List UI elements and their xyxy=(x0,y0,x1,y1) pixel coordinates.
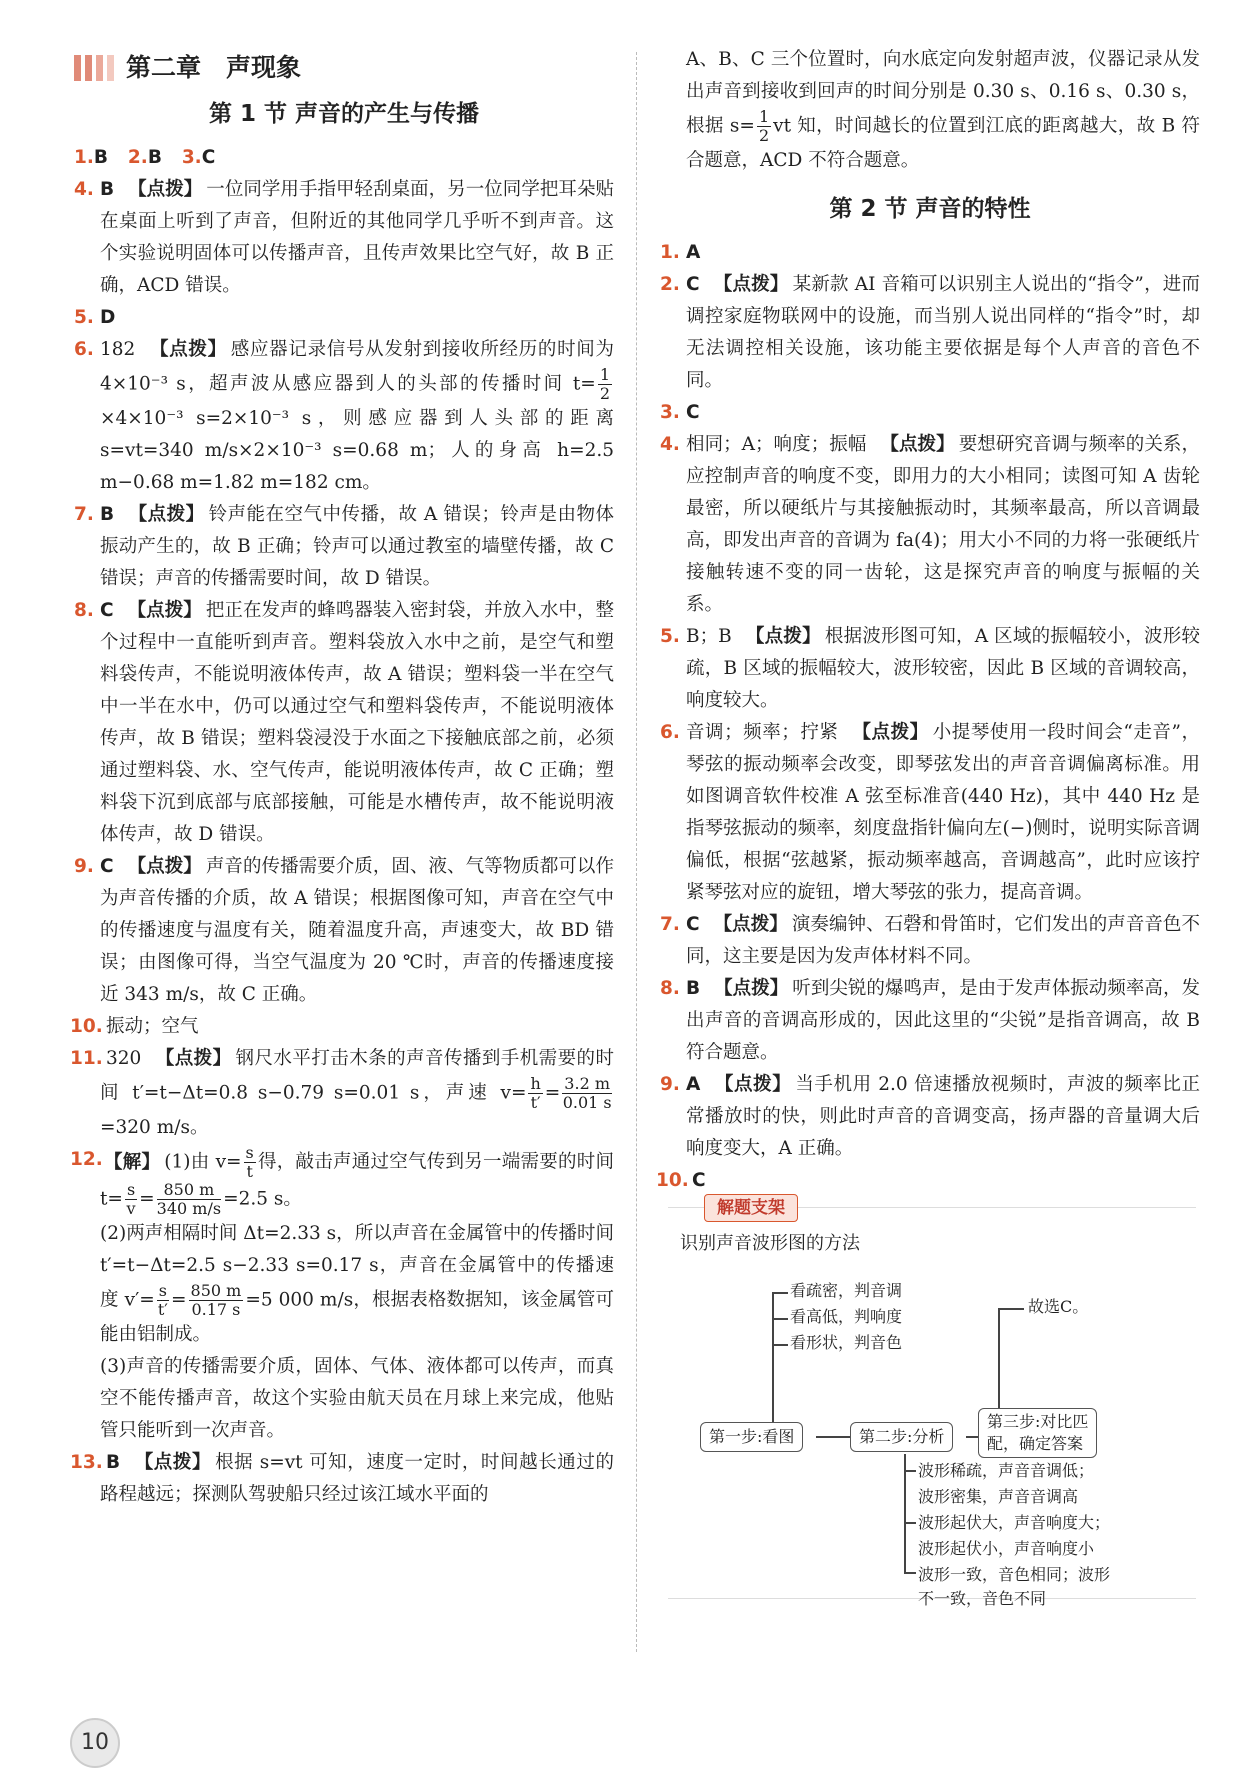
left-column xyxy=(70,48,614,1511)
analysis-line: 波形稀疏，声音音调低； xyxy=(918,1461,1095,1480)
fraction: $\frac{850 m}{340 m/s}$ xyxy=(156,1180,222,1218)
answer-continuation: (2)两声相隔时间 Δt=2.33 s，所以声音在金属管中的传播时间 t′=t−Δt=2.5 s−2.33 s=0.17 s，声音在金属管中的传播速度 v′= $\frac{s}{t'}$ = $\frac{850 m}{0.17 s}$ =5 000 m/s，根据表格数据知，该金属管可能由铝制成。 xyxy=(100,1223,614,1345)
step-three-box: 第三步:对比匹 配，确定答案 xyxy=(978,1408,1097,1458)
answer-item: 6. 182 【点拨】 感应器记录信号从发射到接收所经历的时间为 4×10⁻³ s，超声波从感应器到人的头部的传播时间 t= $\frac{1}{2}$ ×4×10⁻³ s=2×10⁻³ s，则感应器到人头部的距离 s=vt=340 m/s×2×10⁻³ s=0.68 m；人的身高 h=2.5 m−0.68 m=1.82 m=182 cm。 xyxy=(74,339,614,493)
chapter-bars-icon xyxy=(74,55,114,81)
framework-tag: 解题支架 xyxy=(704,1194,798,1222)
answer-item: 1. A xyxy=(660,242,701,263)
connector-line xyxy=(904,1454,906,1574)
analysis-line: 波形密集，声音音调高 xyxy=(918,1487,1079,1506)
answer-item: 5. D xyxy=(74,307,116,328)
look-density: 看疏密，判音调 xyxy=(790,1281,903,1300)
connector-line xyxy=(772,1344,788,1346)
fraction: $\frac{1}{2}$ xyxy=(758,107,770,145)
connector-line xyxy=(998,1308,1000,1408)
connector-line xyxy=(904,1522,916,1524)
connector-line xyxy=(772,1292,788,1294)
answer-item: 10. 振动；空气 xyxy=(70,1016,199,1037)
right-column xyxy=(656,48,1200,1608)
connector-line xyxy=(816,1436,850,1438)
framework-subtitle: 识别声音波形图的方法 xyxy=(680,1233,860,1254)
analysis-line: 波形一致，音色相同；波形 xyxy=(918,1565,1111,1584)
section-title-2: 第 2 节 声音的特性 xyxy=(829,196,1031,222)
answer-item: 7. B 【点拨】 铃声能在空气中传播，故 A 错误；铃声是由物体振动产生的，故 B 正确；铃声可以通过教室的墙壁传播，故 C 错误；声音的传播需要时间，故 D 错误。 xyxy=(74,504,614,589)
connector-line xyxy=(966,1436,978,1438)
fraction: $\frac{s}{v}$ xyxy=(126,1180,136,1218)
answer-item: 6. 音调；频率；拧紧 【点拨】 小提琴使用一段时间会“走音”，琴弦的振动频率会改变，即琴弦发出的声音音调偏离标准。用如图调音软件校准 A 弦至标准音(440 Hz)，其中 440 Hz 是指琴弦振动的频率，刻度盘指针偏向左(−)侧时，说明实际音调偏低，根据“弦越紧，振动频率越高，音调越高”，此时应该拧紧琴弦对应的旋钮，增大琴弦的张力，提高音调。 xyxy=(660,722,1200,903)
look-height: 看高低，判响度 xyxy=(790,1307,903,1326)
answer-item: 3. C xyxy=(660,402,700,423)
answer-item: 9. C 【点拨】 声音的传播需要介质，固、液、气等物质都可以作为声音传播的介质，故 A 错误；根据图像可知，声音在空气中的传播速度与温度有关，随着温度升高，声速变大，故 BD 错误；由图像可得，当空气温度为 20 ℃时，声音的传播速度接近 343 m/s，故 C 正确。 xyxy=(74,856,614,1005)
section-title-1: 第 1 节 声音的产生与传播 xyxy=(208,101,480,127)
connector-line xyxy=(772,1318,788,1320)
chapter-header xyxy=(74,48,614,88)
answer-item: 4. B 【点拨】 一位同学用手指甲轻刮桌面，另一位同学把耳朵贴在桌面上听到了声音，但附近的其他同学几乎听不到声音。这个实验说明固体可以传播声音，且传声效果比空气好，故 B 正确，ACD 错误。 xyxy=(74,179,614,296)
fraction: $\frac{3.2 m}{0.01 s}$ xyxy=(562,1074,612,1112)
step-two-box: 第二步:分析 xyxy=(850,1422,953,1452)
answer-item: 2. C 【点拨】 某新款 AI 音箱可以识别主人说出的“指令”，进而调控家庭物联网中的设施，而当别人说出同样的“指令”时，却无法调控相关设施，该功能主要依据是每个人声音的音色不同。 xyxy=(660,274,1200,391)
answer-item: 4. 相同；A；响度；振幅 【点拨】 要想研究音调与频率的关系，应控制声音的响度不变，即用力的大小相同；读图可知 A 齿轮最密，所以硬纸片与其接触振动时，其频率最高，所以音调最高，即发出声音的音调为 fa(4)；用大小不同的力将一张硬纸片接触转速不变的同一齿轮，这是探究声音的响度与振幅的关系。 xyxy=(660,434,1200,615)
answers-1-3: 1.B 2.B 3.C xyxy=(74,147,216,168)
connector-line xyxy=(904,1470,916,1472)
answer-item: 7. C 【点拨】 演奏编钟、石磬和骨笛时，它们发出的声音音色不同，这主要是因为发声体材料不同。 xyxy=(660,914,1200,967)
fraction: $\frac{s}{t'}$ xyxy=(157,1281,168,1319)
chapter-title: 第二章 声现象 xyxy=(126,53,302,82)
answer-item: 8. B 【点拨】 听到尖锐的爆鸣声，是由于发声体振动频率高，发出声音的音调高形成的，因此这里的“尖锐”是指音调高，故 B 符合题意。 xyxy=(660,978,1200,1063)
answer-continuation: A、B、C 三个位置时，向水底定向发射超声波，仪器记录从发出声音到接收到回声的时间分别是 0.30 s、0.16 s、0.30 s，根据 s= $\frac{1}{2}$ vt 知，时间越长的位置到江底的距离越大，故 B 符合题意，ACD 不符合题意。 xyxy=(686,49,1200,171)
fraction: $\frac{h}{t'}$ xyxy=(530,1074,541,1112)
result-text: 故选C。 xyxy=(1028,1297,1089,1316)
column-divider xyxy=(636,52,637,1652)
connector-line xyxy=(998,1308,1024,1310)
answer-item: 13. B 【点拨】 根据 s=vt 可知，速度一定时，时间越长通过的路程越远；探测队驾驶船只经过该江域水平面的 xyxy=(70,1452,614,1505)
answer-item: 5. B；B 【点拨】 根据波形图可知，A 区域的振幅较小，波形较疏，B 区域的振幅较大，波形较密，因此 B 区域的音调较高，响度较大。 xyxy=(660,626,1200,711)
answer-item: 11. 320 【点拨】 钢尺水平打击木条的声音传播到手机需要的时间 t′=t−Δt=0.8 s−0.79 s=0.01 s，声速 v= $\frac{h}{t'}$ = $\frac{3.2 m}{0.01 s}$ =320 m/s。 xyxy=(70,1048,614,1138)
answer-item: 10. C xyxy=(656,1170,706,1191)
analysis-line: 不一致，音色不同 xyxy=(918,1589,1047,1608)
look-shape: 看形状，判音色 xyxy=(790,1333,903,1352)
answer-item: 9. A 【点拨】 当手机用 2.0 倍速播放视频时，声波的频率比正常播放时的快，则此时声音的音调变高，扬声器的音量调大后响度变大，A 正确。 xyxy=(660,1074,1200,1159)
fraction: $\frac{s}{t}$ xyxy=(245,1143,254,1181)
solution-framework xyxy=(668,1198,1196,1608)
connector-line xyxy=(904,1572,916,1574)
page-number: 10 xyxy=(70,1718,120,1768)
analysis-line: 波形起伏小，声音响度小 xyxy=(918,1539,1095,1558)
fraction: $\frac{1}{2}$ xyxy=(599,365,610,403)
answer-item: 8. C 【点拨】 把正在发声的蜂鸣器装入密封袋，并放入水中，整个过程中一直能听到声音。塑料袋放入水中之前，是空气和塑料袋传声，不能说明液体传声，故 A 错误；塑料袋一半在空气中一半在水中，仍可以通过空气和塑料袋传声，不能说明液体传声，故 B 错误；塑料袋浸没于水面之下接触底部之前，必须通过塑料袋、水、空气传声，能说明液体传声，故 C 正确；塑料袋下沉到底部与底部接触，可能是水槽传声，故不能说明液体传声，故 D 错误。 xyxy=(74,600,614,845)
step-one-box: 第一步:看图 xyxy=(700,1422,803,1452)
fraction: $\frac{850 m}{0.17 s}$ xyxy=(190,1281,242,1319)
analysis-line: 波形起伏大，声音响度大； xyxy=(918,1513,1111,1532)
answer-continuation: (3)声音的传播需要介质，固体、气体、液体都可以传声，而真空不能传播声音，故这个实验由航天员在月球上来完成，他贴管只能听到一次声音。 xyxy=(100,1356,614,1441)
answer-item: 12. 【解】 (1)由 v= $\frac{s}{t}$ 得，敲击声通过空气传到另一端需要的时间 t= $\frac{s}{v}$ = $\frac{850 m}{340 m/s}$ =2.5 s。 xyxy=(70,1143,614,1218)
